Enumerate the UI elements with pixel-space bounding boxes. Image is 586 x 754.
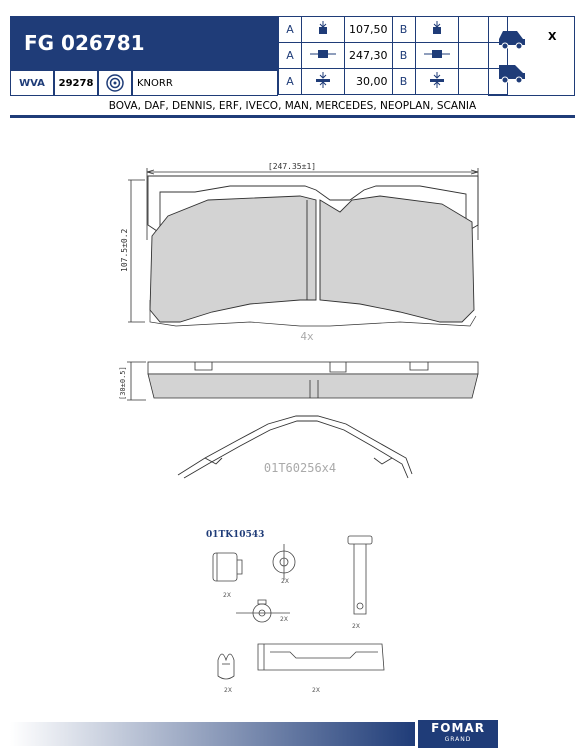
spec-a-label: A bbox=[279, 43, 302, 69]
spec-a-value: 107,50 bbox=[345, 17, 393, 43]
footer-gradient-bar bbox=[10, 722, 415, 746]
spec-b-label: B bbox=[392, 17, 415, 43]
washer-part bbox=[273, 544, 295, 580]
friction-pad-left bbox=[150, 196, 316, 322]
thickness-dimension: [30±0.5] bbox=[119, 366, 127, 400]
plate-part bbox=[258, 644, 384, 670]
vehicle-brands: BOVA, DAF, DENNIS, ERF, IVECO, MAN, MERCEDES, NEOPLAN, SCANIA bbox=[10, 96, 575, 118]
quantity-label: 4x bbox=[300, 330, 314, 343]
clip-part bbox=[213, 553, 242, 581]
spec-a-label: A bbox=[279, 69, 302, 95]
logo-sub: GRAND bbox=[444, 736, 472, 743]
spring-clip-qty: 2X bbox=[224, 687, 232, 694]
pin-qty: 2X bbox=[352, 623, 360, 630]
manufacturer: KNORR bbox=[132, 70, 278, 96]
plate-qty: 2X bbox=[312, 687, 320, 694]
friction-pad-right bbox=[320, 196, 474, 322]
pin-part bbox=[348, 536, 372, 614]
washer-qty: 2X bbox=[281, 578, 289, 585]
height-dimension: 107.5±0.2 bbox=[120, 228, 129, 272]
spring-code: 01T60256x4 bbox=[263, 461, 337, 475]
wva-label: WVA bbox=[10, 70, 54, 96]
width-dimension: [247.35±1] bbox=[267, 162, 317, 171]
close-mark: X bbox=[548, 30, 557, 43]
wva-number: 29278 bbox=[54, 70, 98, 96]
fomar-logo bbox=[418, 720, 498, 748]
spec-a-value: 30,00 bbox=[345, 69, 393, 95]
spec-a-value: 247,30 bbox=[345, 43, 393, 69]
part-number: FG 026781 bbox=[10, 16, 278, 70]
logo-brand: FOMAR bbox=[431, 721, 485, 735]
clip-qty: 2X bbox=[223, 592, 231, 599]
spec-b-label: B bbox=[392, 69, 415, 95]
kit-code: 01TK10543 bbox=[206, 530, 265, 540]
spec-b-label: B bbox=[392, 43, 415, 69]
nut-qty: 2X bbox=[280, 616, 288, 623]
spring-clip-part bbox=[218, 654, 234, 679]
spec-a-label: A bbox=[279, 17, 302, 43]
